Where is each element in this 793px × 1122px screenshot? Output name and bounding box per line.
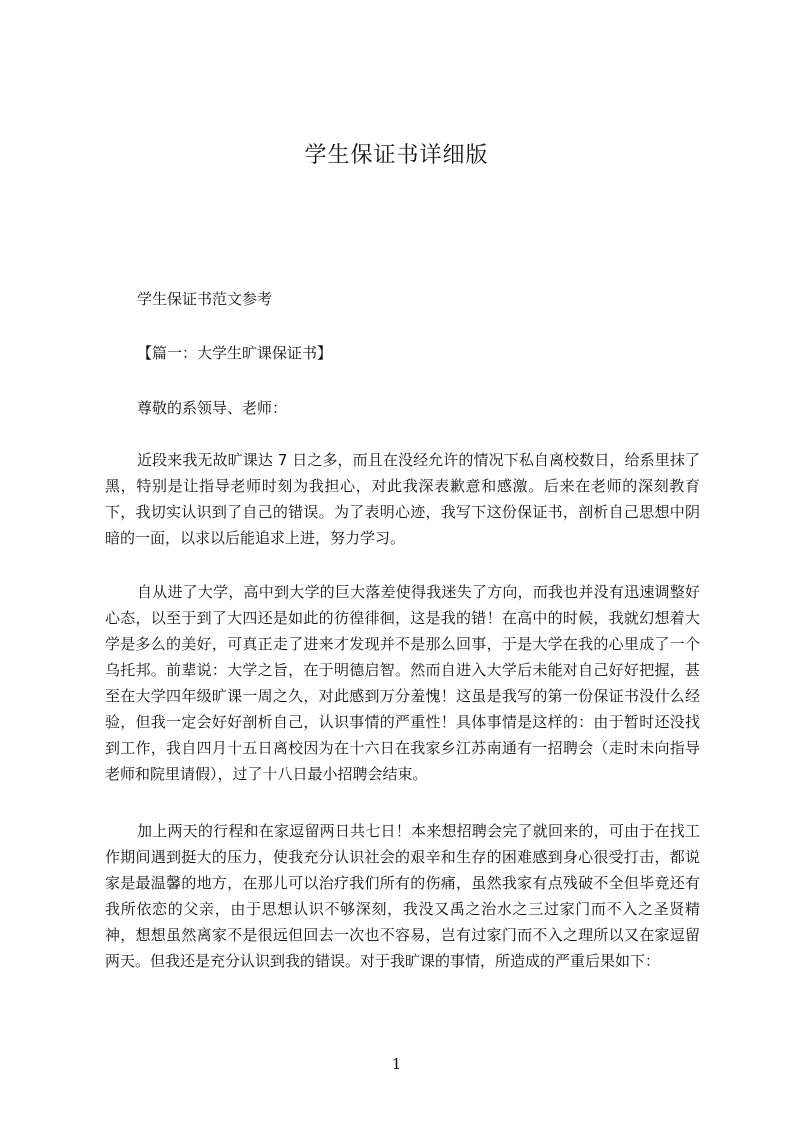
document-subtitle: 学生保证书范文参考 [137,290,273,308]
document-title: 学生保证书详细版 [304,143,489,168]
paragraph-2: 自从进了大学，高中到大学的巨大落差使得我迷失了方向，而我也并没有迅速调整好心态，以至于到了大四还是如此的彷徨徘徊，这是我的错！在高中的时候，我就幻想着大学是多么的美好，可真正走了进来才发现并不是那么回事，于是大学在我的心里成了一个乌托邦。前辈说：大学之旨，在于明德启智。然而自进入大学后未能对自己好好把握，甚至在大学四年级旷课一周之久，对此感到万分羞愧！这虽是我写的第一份保证书没什么经验，但我一定会好好剖析自己，认识事情的严重性！具体事情是这样的：由于暂时还没找到工作，我自四月十五日离校因为在十六日在我家乡江苏南通有一招聘会（走时未向指导老师和院里请假），过了十八日最小招聘会结束。 [105,583,700,783]
section-heading: 【篇一：大学生旷课保证书】 [137,344,333,362]
page-number: 1 [391,1055,402,1073]
paragraph-1: 近段来我无故旷课达 7 日之多，而且在没经允许的情况下私自离校数日，给系里抹了黑，特别是让指导老师时刻为我担心，对此我深表歉意和感激。后来在老师的深刻教育下，我切实认识到了自己的错误。为了表明心迹，我写下这份保证书，剖析自己思想中阴暗的一面，以求以后能追求上进，努力学习。 [105,451,700,547]
salutation: 尊敬的系领导、老师： [137,399,288,417]
paragraph-3: 加上两天的行程和在家逗留两日共七日！本来想招聘会完了就回来的，可由于在找工作期间遇到挺大的压力，使我充分认识社会的艰辛和生存的困难感到身心很受打击，都说家是最温馨的地方，在那儿可以治疗我们所有的伤痛，虽然我家有点残破不全但毕竟还有我所依恋的父亲，由于思想认识不够深刻，我没又禹之治水之三过家门而不入之圣贤精神，想想虽然离家不是很远但回去一次也不容易，岂有过家门而不入之理所以又在家逗留两天。但我还是充分认识到我的错误。对于我旷课的事情，所造成的严重后果如下： [105,822,700,970]
